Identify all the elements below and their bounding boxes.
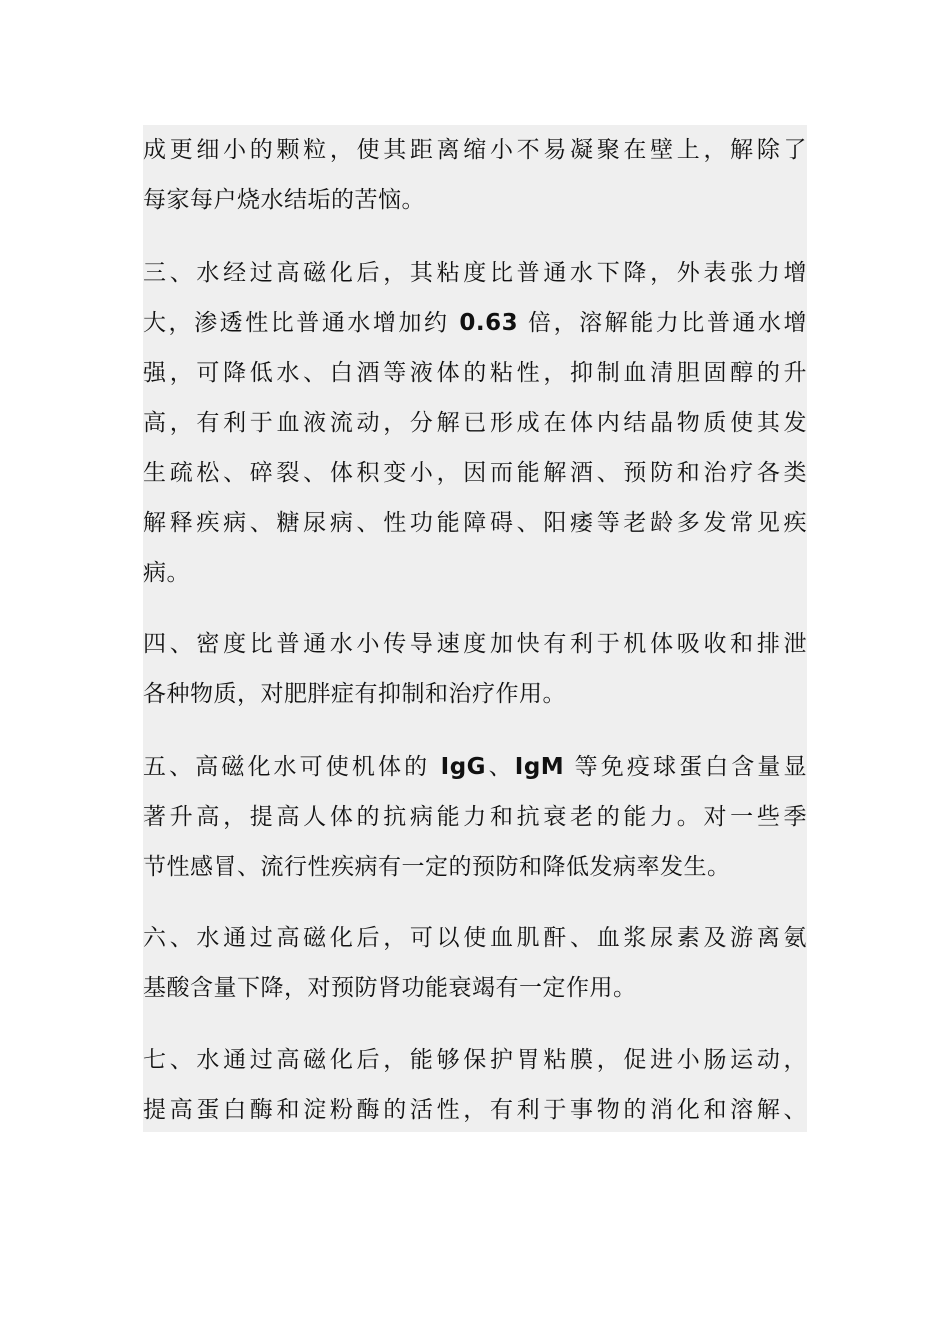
document-text-block	[143, 125, 807, 1132]
paragraph-item-7-stomach	[143, 1035, 807, 1135]
text-line: 生疏松、碎裂、体积变小，因而能解酒、预防和治疗各类	[143, 460, 807, 486]
text-line: 基酸含量下降，对预防肾功能衰竭有一定作用。	[143, 975, 637, 1001]
paragraph-item-4-density	[143, 619, 807, 719]
paragraph-scale-removal	[143, 125, 807, 225]
text-line: 五、高磁化水可使机体的 IgG、IgM 等免疫球蛋白含量显	[143, 754, 808, 780]
text-line: 高，有利于血液流动，分解已形成在体内结晶物质使其发	[143, 410, 807, 436]
paragraph-item-3-viscosity	[143, 248, 807, 598]
text-line: 病。	[143, 560, 190, 586]
paragraph-item-5-immunity	[143, 742, 807, 892]
text-line: 提高蛋白酶和淀粉酶的活性，有利于事物的消化和溶解、	[143, 1097, 807, 1123]
text-line: 四、密度比普通水小传导速度加快有利于机体吸收和排泄	[143, 631, 807, 657]
text-line: 著升高，提高人体的抗病能力和抗衰老的能力。对一些季	[143, 804, 807, 830]
text-line: 节性感冒、流行性疾病有一定的预防和降低发病率发生。	[143, 854, 731, 880]
text-line: 三、水经过高磁化后，其粘度比普通水下降，外表张力增	[143, 260, 807, 286]
text-line: 成更细小的颗粒，使其距离缩小不易凝聚在壁上，解除了	[143, 137, 807, 163]
text-line: 七、水通过高磁化后，能够保护胃粘膜，促进小肠运动，	[143, 1047, 807, 1073]
text-line: 强，可降低水、白酒等液体的粘性，抑制血清胆固醇的升	[143, 360, 807, 386]
text-line: 每家每户烧水结垢的苦恼。	[143, 187, 425, 213]
paragraph-item-6-kidney	[143, 913, 807, 1013]
text-line: 大，渗透性比普通水增加约 0.63 倍，溶解能力比普通水增	[143, 310, 807, 336]
text-line: 六、水通过高磁化后，可以使血肌酐、血浆尿素及游离氨	[143, 925, 807, 951]
text-line: 各种物质，对肥胖症有抑制和治疗作用。	[143, 681, 566, 707]
text-line: 解释疾病、糖尿病、性功能障碍、阳痿等老龄多发常见疾	[143, 510, 807, 536]
